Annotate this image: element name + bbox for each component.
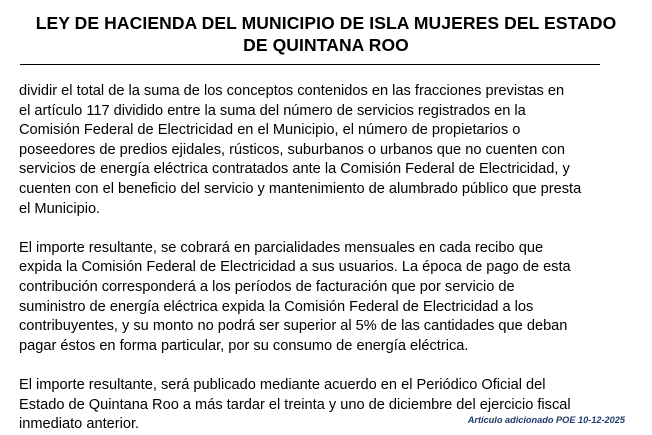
document-title-line-2: DE QUINTANA ROO <box>243 35 409 55</box>
paragraph-publication: El importe resultante, será publicado mediante acuerdo en el Periódico Oficial del Estado de Quintana Roo a más tardar el treinta y uno de diciembre del ejercicio fiscal inmediato anterior. <box>19 376 571 433</box>
document-body <box>19 82 625 435</box>
document-title-line-1: LEY DE HACIENDA DEL MUNICIPIO DE ISLA MUJERES DEL ESTADO <box>35 13 617 33</box>
header-divider <box>20 64 600 65</box>
paragraph-payment-installments: El importe resultante, se cobrará en parcialidades mensuales en cada recibo que expida la Comisión Federal de Electricidad a sus usuarios. La época de pago de esta contribución corresponderá a los períodos de facturación que por servicio de suministro de energía eléctrica expida la Comisión Federal de Electricidad a los contribuyentes, y su monto no podrá ser superior al 5% de las cantidades que deban pagar éstos en forma particular, por su consumo de energía eléctrica. <box>19 239 571 354</box>
amendment-note: Artículo adicionado POE 10-12-2025 <box>467 415 625 425</box>
document-header <box>0 12 652 56</box>
paragraph-calculation: dividir el total de la suma de los conceptos contenidos en las fracciones previstas en el artículo 117 dividido entre la suma del número de servicios registrados en la Comisión Federal de Electricidad en el Municipio, el número de propietarios o poseedores de predios ejidales, rústicos, suburbanos o urbanos que no cuenten con servicios de energía eléctrica contratados ante la Comisión Federal de Electricidad, y cuenten con el beneficio del servicio y mantenimiento de alumbrado público que presta el Municipio. <box>19 83 582 217</box>
